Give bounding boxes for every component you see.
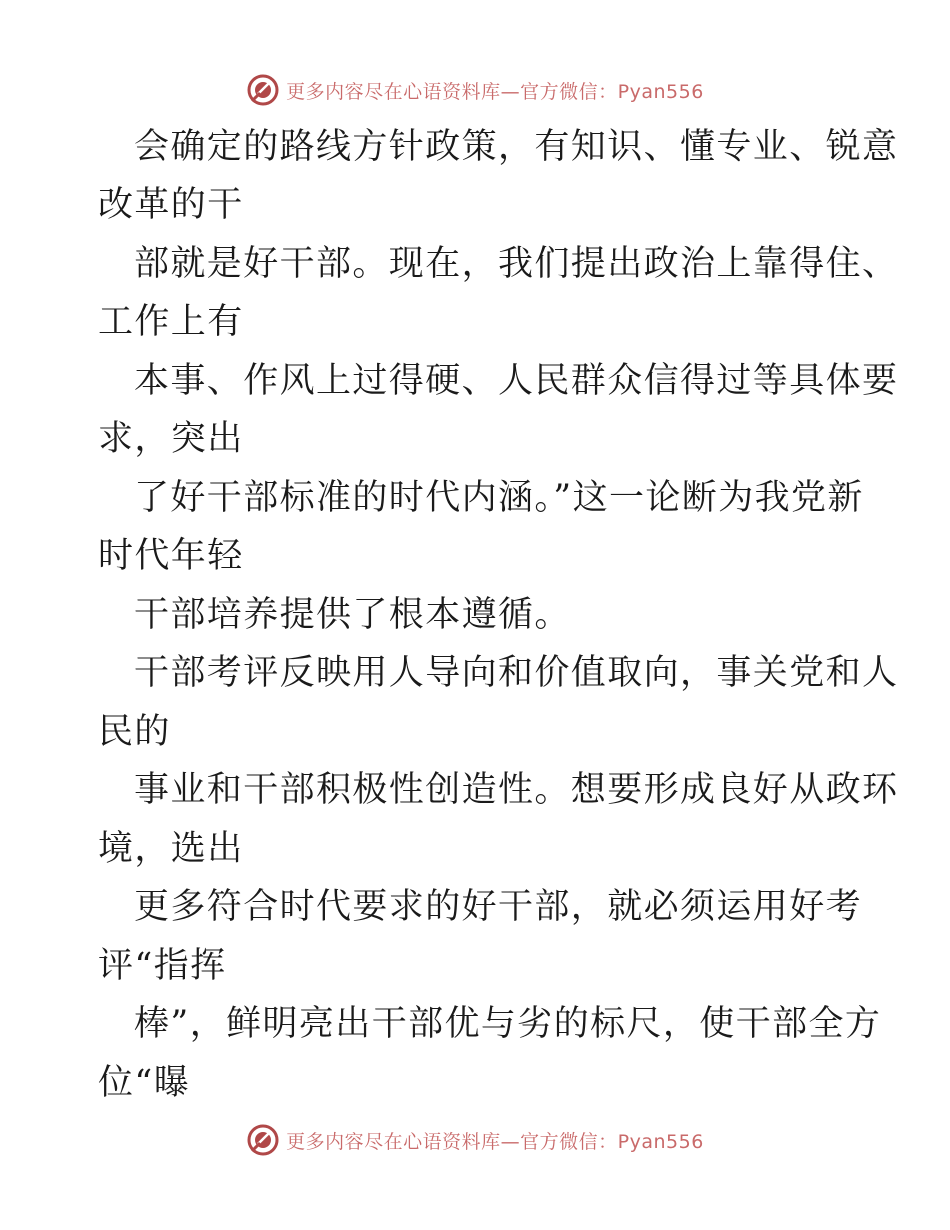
paragraph-line: 棒”，鲜明亮出干部优与劣的标尺，使干部全方 bbox=[134, 1004, 882, 1044]
paragraph-line: 更多符合时代要求的好干部，就必须运用好考 bbox=[134, 887, 863, 927]
footer-banner bbox=[0, 1120, 950, 1160]
paragraph-line: 民的 bbox=[98, 712, 171, 752]
paragraph-line: 时代年轻 bbox=[98, 536, 244, 576]
paragraph-line: 部就是好干部。现在，我们提出政治上靠得住、 bbox=[134, 244, 899, 284]
stamp-logo-icon bbox=[246, 1123, 280, 1157]
paragraph-line: 干部考评反映用人导向和价值取向，事关党和人 bbox=[134, 653, 899, 693]
paragraph-line: 了好干部标准的时代内涵。”这一论断为我党新 bbox=[134, 478, 864, 518]
paragraph-line: 求，突出 bbox=[98, 419, 244, 459]
paragraph-line: 事业和干部积极性创造性。想要形成良好从政环 bbox=[134, 770, 899, 810]
paragraph-line: 境，选出 bbox=[98, 829, 244, 869]
paragraph-line: 改革的干 bbox=[98, 185, 244, 225]
footer-banner-text: 更多内容尽在心语资料库—官方微信：Pyan556 bbox=[286, 1130, 704, 1153]
paragraph-line: 本事、作风上过得硬、人民群众信得过等具体要 bbox=[134, 361, 899, 401]
paragraph-line: 工作上有 bbox=[98, 302, 244, 342]
paragraph-line: 会确定的路线方针政策，有知识、懂专业、锐意 bbox=[134, 127, 899, 167]
paragraph-line: 评“指挥 bbox=[98, 946, 227, 986]
paragraph-line: 干部培养提供了根本遵循。 bbox=[134, 595, 571, 635]
header-banner-text: 更多内容尽在心语资料库—官方微信：Pyan556 bbox=[286, 80, 704, 103]
paragraph-line: 位“曝 bbox=[98, 1063, 191, 1103]
